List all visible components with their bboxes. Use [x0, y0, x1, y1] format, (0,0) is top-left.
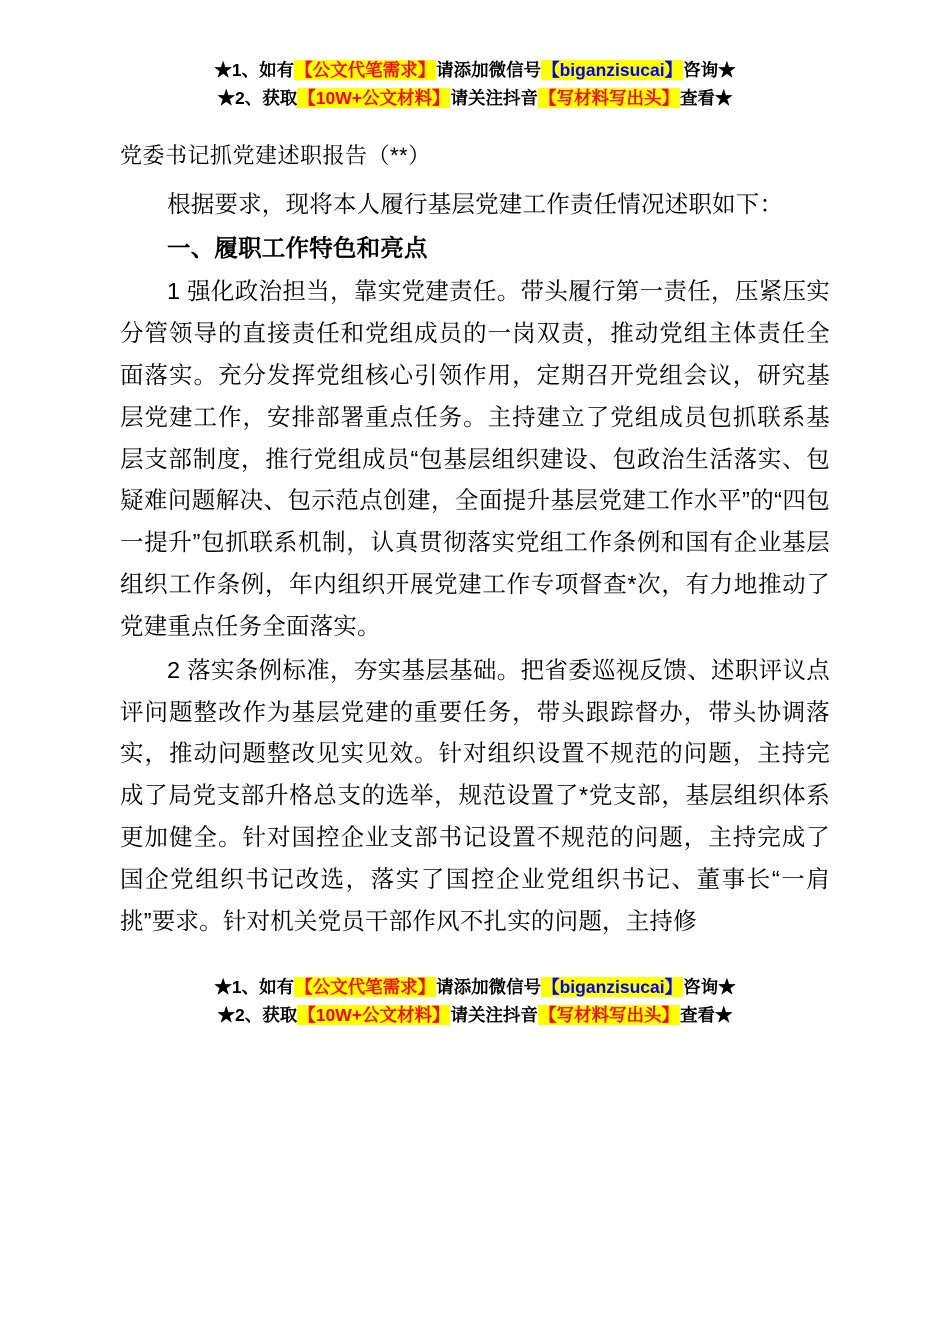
- paragraph-item-2: 2 落实条例标准，夯实基层基础。把省委巡视反馈、述职评议点评问题整改作为基层党建的重要任务，带头跟踪督办，带头协调落实，推动问题整改见实见效。针对组织设置不规范的问题，主持完成了局党支部升格总支的选举，规范设置了*党支部，基层组织体系更加健全。针对国控企业支部书记设置不规范的问题，主持完成了国企党组织书记改选，落实了国控企业党组织书记、董事长“一肩挑”要求。针对机关党员干部作风不扎实的问题，主持修: [120, 656, 830, 934]
- promo-banner-bottom-line-2: [120, 1001, 830, 1029]
- promo-banner-top-line-2: [120, 84, 830, 112]
- promo-banner-bottom-line-1: [120, 973, 830, 1001]
- promo-bottom-line1-prefix: ★1、如有: [214, 976, 295, 997]
- paragraph-item-1: 1 强化政治担当，靠实党建责任。带头履行第一责任，压紧压实分管领导的直接责任和党组成员的一岗双责，推动党组主体责任全面落实。充分发挥党组核心引领作用，定期召开党组会议，研究基层党建工作，安排部署重点任务。主持建立了党组成员包抓联系基层支部制度，推行党组成员“包基层组织建设、包政治生活落实、包疑难问题解决、包示范点创建，全面提升基层党建工作水平”的“四包一提升”包抓联系机制，认真贯彻落实党组工作条例和国有企业基层组织工作条例，年内组织开展党建工作专项督查*次，有力地推动了党建重点任务全面落实。: [120, 278, 830, 639]
- promo-bottom-line1-highlight-1: 【公文代笔需求】: [295, 976, 436, 997]
- promo-bottom-line2-suffix: 查看★: [679, 1004, 733, 1025]
- document-title: 党委书记抓党建述职报告（**）: [120, 142, 431, 168]
- promo-bottom-line2-prefix: ★2、获取: [217, 1004, 298, 1025]
- promo-banner-top: [120, 56, 830, 113]
- promo-bottom-line1-mid: 请添加微信号: [436, 976, 542, 997]
- promo-bottom-line1-suffix: 咨询★: [683, 976, 736, 997]
- promo-bottom-line1-highlight-2: 【biganzisucai】: [542, 976, 683, 997]
- promo-banner-top-line-1: [120, 56, 830, 84]
- promo-bottom-line2-highlight-1: 【10W+公文材料】: [298, 1004, 450, 1025]
- promo-line2-prefix: ★2、获取: [217, 88, 298, 109]
- promo-line1-highlight-2: 【biganzisucai】: [542, 60, 683, 80]
- promo-line1-mid: 请添加微信号: [436, 60, 542, 80]
- paragraph-intro: 根据要求，现将本人履行基层党建工作责任情况述职如下：: [167, 190, 784, 217]
- promo-banner-bottom: [120, 973, 830, 1030]
- paragraph-section-heading-1: 一、履职工作特色和亮点: [167, 234, 428, 261]
- promo-line1-highlight-1: 【公文代笔需求】: [295, 60, 436, 80]
- promo-line2-highlight-1: 【10W+公文材料】: [298, 88, 450, 109]
- promo-line2-suffix: 查看★: [679, 88, 733, 109]
- promo-bottom-line2-mid: 请关注抖音: [450, 1004, 538, 1025]
- promo-line1-prefix: ★1、如有: [214, 60, 295, 80]
- promo-line1-suffix: 咨询★: [683, 60, 736, 80]
- promo-line2-mid: 请关注抖音: [450, 88, 538, 109]
- promo-bottom-line2-highlight-2: 【写材料写出头】: [538, 1004, 679, 1025]
- promo-line2-highlight-2: 【写材料写出头】: [538, 88, 679, 109]
